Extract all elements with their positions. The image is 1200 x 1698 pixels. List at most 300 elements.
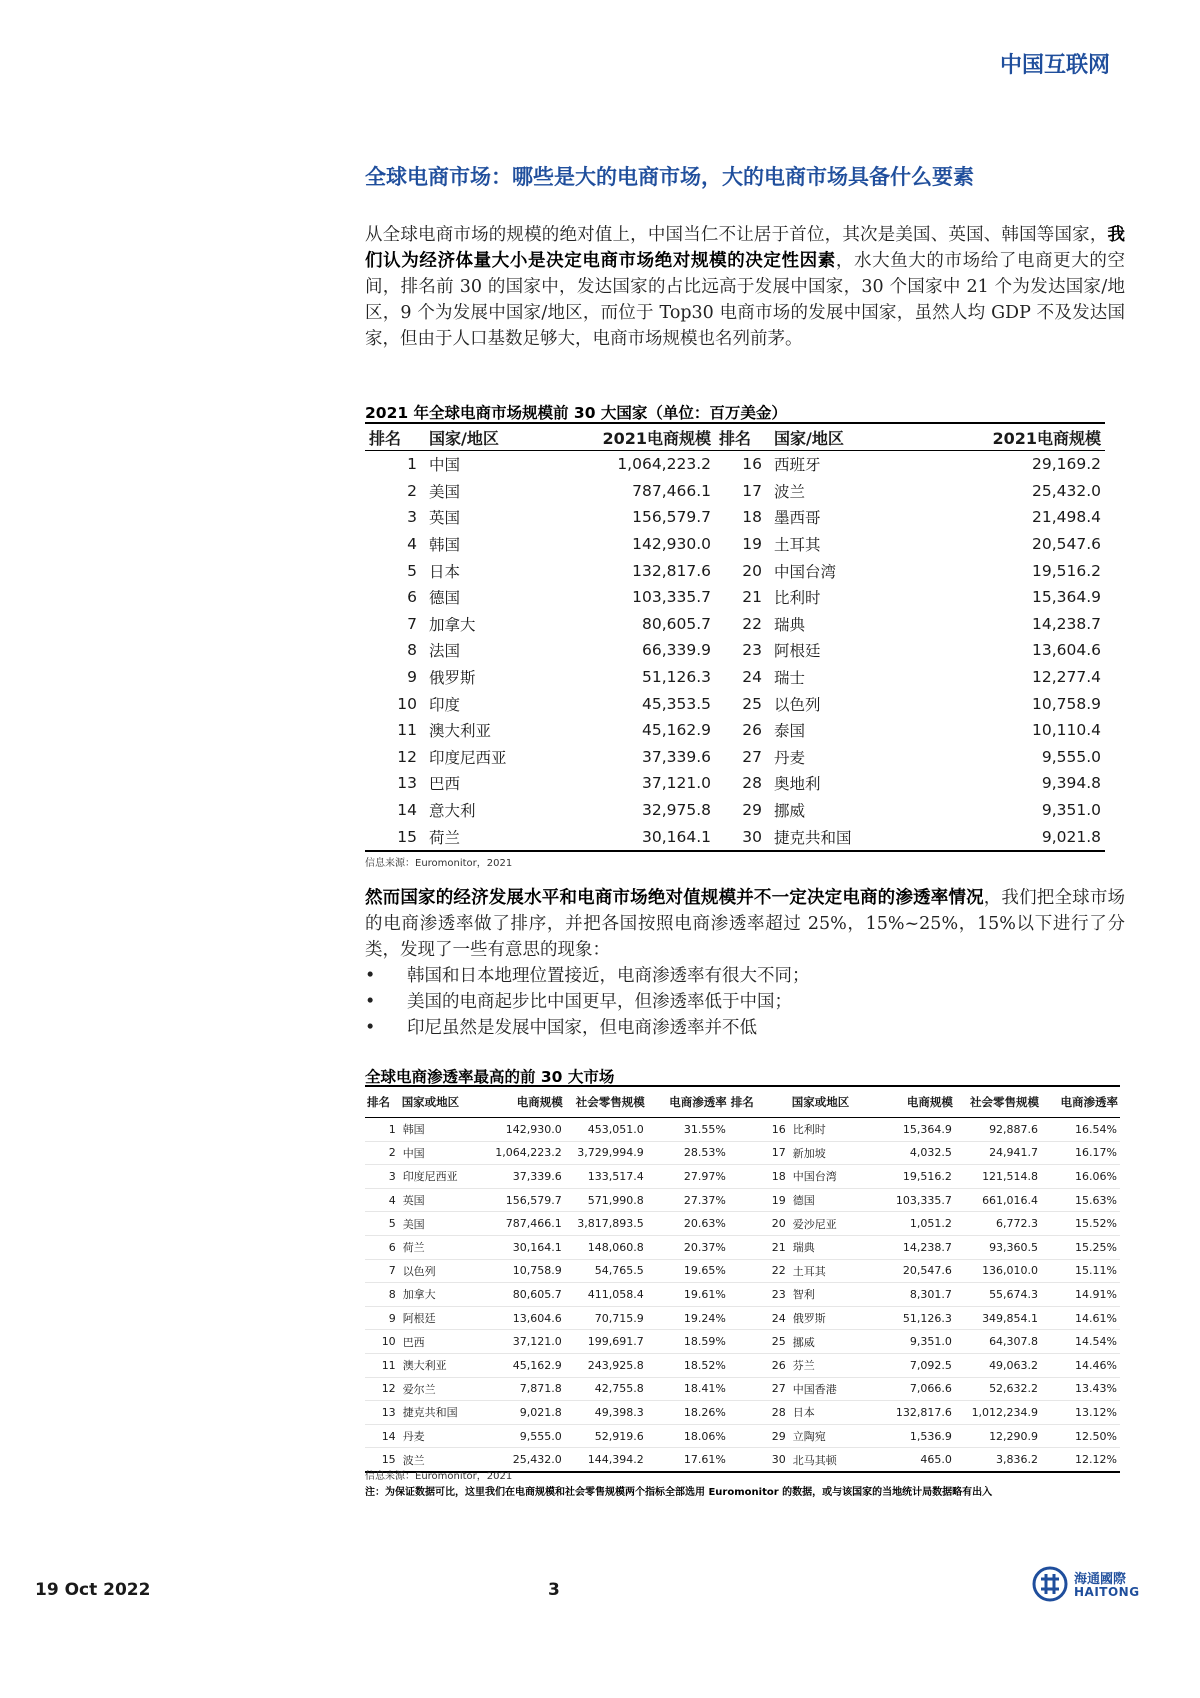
para2-text: ，我们把全球市场的电商渗透率做了排序，并把各国按照电商渗透率超过 25%，15%~25%，15%以下进行了分类，发现了一些有意思的现象： xyxy=(365,888,1125,960)
table1-cell: 10,758.9 xyxy=(1031,694,1101,713)
table2-cell: 64,307.8 xyxy=(955,1330,1041,1354)
table2-cell: 132,817.6 xyxy=(871,1401,955,1425)
table1-row xyxy=(365,557,1105,584)
table1-cell: 俄罗斯 xyxy=(429,669,476,688)
table1-cell: 英国 xyxy=(429,509,461,528)
table2-cell: 12.12% xyxy=(1041,1448,1120,1472)
table2-header-cell: 电商渗透率 xyxy=(1041,1086,1120,1118)
table2-cell: 45,162.9 xyxy=(481,1353,565,1377)
table1-cell: 墨西哥 xyxy=(774,509,821,528)
table2-cell: 中国 xyxy=(400,1141,481,1165)
table2-cell: 18.26% xyxy=(647,1401,729,1425)
table2-cell: 30,164.1 xyxy=(481,1235,565,1259)
table1-cell: 45,162.9 xyxy=(641,721,711,740)
table2-cell: 中国香港 xyxy=(790,1377,871,1401)
table2-cell: 俄罗斯 xyxy=(790,1306,871,1330)
table1-cell: 丹麦 xyxy=(774,748,806,767)
table1-cell: 3 xyxy=(407,508,417,527)
table2-cell: 19.65% xyxy=(647,1259,729,1283)
table2-cell: 1,051.2 xyxy=(871,1212,955,1236)
table1-cell: 德国 xyxy=(429,589,461,608)
table2-header-cell: 电商渗透率 xyxy=(647,1086,729,1118)
header-brand: 中国互联网 xyxy=(999,53,1110,78)
table2-cell: 22 xyxy=(729,1259,790,1283)
table2-header-cell: 电商规模 xyxy=(481,1086,565,1118)
table2-cell: 9,351.0 xyxy=(871,1330,955,1354)
table2-cell: 21 xyxy=(729,1235,790,1259)
bullet-item: • 印尼虽然是发展中国家，但电商渗透率并不低 xyxy=(365,1015,1125,1041)
table2-cell: 16.54% xyxy=(1041,1118,1120,1142)
logo-text-en: HAITONG xyxy=(1074,1585,1140,1599)
table1-cell: 9,021.8 xyxy=(1041,827,1101,846)
table2-header-row xyxy=(365,1086,1120,1118)
table2-cell: 印度尼西亚 xyxy=(400,1165,481,1189)
table1-header-cell: 排名 xyxy=(715,423,770,451)
table2-cell: 巴西 xyxy=(400,1330,481,1354)
table2-cell: 12 xyxy=(365,1377,400,1401)
table2-cell: 10,758.9 xyxy=(481,1259,565,1283)
table2-cell: 14.91% xyxy=(1041,1283,1120,1307)
table2-cell: 30 xyxy=(729,1448,790,1472)
table2-cell: 德国 xyxy=(790,1188,871,1212)
table1-cell: 捷克共和国 xyxy=(774,828,852,847)
table2-cell: 49,063.2 xyxy=(955,1353,1041,1377)
table2-cell: 19 xyxy=(729,1188,790,1212)
paragraph-penetration xyxy=(365,885,1125,963)
table2-row xyxy=(365,1401,1120,1425)
table2-cell: 465.0 xyxy=(871,1448,955,1472)
table2-cell: 1,012,234.9 xyxy=(955,1401,1041,1425)
table1-cell: 加拿大 xyxy=(429,615,476,634)
table1-cell: 奥地利 xyxy=(774,775,821,794)
table1-header-row xyxy=(365,423,1105,451)
table2-row xyxy=(365,1259,1120,1283)
table1-cell: 30,164.1 xyxy=(641,827,711,846)
table1-cell: 37,121.0 xyxy=(641,774,711,793)
footer-date: 19 Oct 2022 xyxy=(35,1580,151,1600)
table1-cell: 8 xyxy=(407,641,417,660)
table2-cell: 11 xyxy=(365,1353,400,1377)
table2-cell: 立陶宛 xyxy=(790,1424,871,1448)
table1-cell: 中国 xyxy=(429,456,461,475)
table1-cell: 15,364.9 xyxy=(1031,588,1101,607)
table2-cell: 瑞典 xyxy=(790,1235,871,1259)
table2-cell: 13,604.6 xyxy=(481,1306,565,1330)
table2-cell: 18.59% xyxy=(647,1330,729,1354)
table1-cell: 29,169.2 xyxy=(1031,455,1101,474)
table1-cell: 阿根廷 xyxy=(774,642,821,661)
table1-cell: 6 xyxy=(407,588,417,607)
table1-cell: 1 xyxy=(407,455,417,474)
table2-cell: 以色列 xyxy=(400,1259,481,1283)
table1-row xyxy=(365,611,1105,638)
table2-cell: 453,051.0 xyxy=(565,1118,647,1142)
table1-cell: 波兰 xyxy=(774,482,806,501)
table1-header-cell: 国家/地区 xyxy=(770,423,920,451)
table1-cell: 2 xyxy=(407,481,417,500)
table2-source: 信息来源：Euromonitor，2021 xyxy=(365,1471,513,1482)
table2-row xyxy=(365,1283,1120,1307)
bullet-item: • 美国的电商起步比中国更早，但渗透率低于中国； xyxy=(365,989,1125,1015)
table2-cell: 23 xyxy=(729,1283,790,1307)
table1-cell: 美国 xyxy=(429,482,461,501)
table1-row xyxy=(365,584,1105,611)
table1-header-cell: 国家/地区 xyxy=(425,423,575,451)
table2-header-cell: 国家或地区 xyxy=(400,1086,481,1118)
table2-cell: 3,836.2 xyxy=(955,1448,1041,1472)
table1-cell: 20 xyxy=(742,561,762,580)
table2-cell: 9 xyxy=(365,1306,400,1330)
table1-cell: 澳大利亚 xyxy=(429,722,492,741)
table1-cell: 4 xyxy=(407,535,417,554)
table2-cell: 4 xyxy=(365,1188,400,1212)
table2-cell: 243,925.8 xyxy=(565,1353,647,1377)
table2-cell: 15.63% xyxy=(1041,1188,1120,1212)
table1-header-cell: 2021电商规模 xyxy=(575,423,715,451)
section-title: 全球电商市场：哪些是大的电商市场，大的电商市场具备什么要素 xyxy=(365,164,974,189)
table1-cell: 比利时 xyxy=(774,589,821,608)
table2-cell: 15.25% xyxy=(1041,1235,1120,1259)
table1-row xyxy=(365,664,1105,691)
haitong-logo xyxy=(1032,1566,1140,1606)
bullet-item: • 韩国和日本地理位置接近，电商渗透率有很大不同； xyxy=(365,963,1125,989)
table2-cell: 16.17% xyxy=(1041,1141,1120,1165)
table2-cell: 智利 xyxy=(790,1283,871,1307)
table2-cell: 14.46% xyxy=(1041,1353,1120,1377)
table1-cell: 12,277.4 xyxy=(1031,668,1101,687)
table2-cell: 15 xyxy=(365,1448,400,1472)
table2-cell: 103,335.7 xyxy=(871,1188,955,1212)
table2-cell: 10 xyxy=(365,1330,400,1354)
table2-cell: 7,871.8 xyxy=(481,1377,565,1401)
table1-cell: 15 xyxy=(397,827,417,846)
table2-cell: 14.54% xyxy=(1041,1330,1120,1354)
table1-cell: 法国 xyxy=(429,642,461,661)
table1-row xyxy=(365,637,1105,664)
table1-cell: 19,516.2 xyxy=(1031,561,1101,580)
table1-cell: 18 xyxy=(742,508,762,527)
table1-cell: 14,238.7 xyxy=(1031,614,1101,633)
table2-cell: 爱尔兰 xyxy=(400,1377,481,1401)
table1-cell: 12 xyxy=(397,747,417,766)
table2-cell: 13.43% xyxy=(1041,1377,1120,1401)
table1-cell: 1,064,223.2 xyxy=(617,455,711,474)
table1-cell: 24 xyxy=(742,668,762,687)
table2-cell: 661,016.4 xyxy=(955,1188,1041,1212)
table2-cell: 156,579.7 xyxy=(481,1188,565,1212)
table2-cell: 18 xyxy=(729,1165,790,1189)
table2-cell: 16 xyxy=(729,1118,790,1142)
table2-cell: 136,010.0 xyxy=(955,1259,1041,1283)
para1-text-1: 从全球电商市场的规模的绝对值上，中国当仁不让居于首位，其次是美国、英国、韩国等国家， xyxy=(365,225,1108,245)
table2-cell: 70,715.9 xyxy=(565,1306,647,1330)
table2-cell: 13.12% xyxy=(1041,1401,1120,1425)
para2-bold: 然而国家的经济发展水平和电商市场绝对值规模并不一定决定电商的渗透率情况 xyxy=(365,888,984,908)
table2-cell: 新加坡 xyxy=(790,1141,871,1165)
table2-cell: 1,064,223.2 xyxy=(481,1141,565,1165)
table2-header-cell: 国家或地区 xyxy=(790,1086,871,1118)
table1-row xyxy=(365,451,1105,478)
logo-text-cn: 海通國際 xyxy=(1074,1572,1127,1587)
table1-cell: 印度尼西亚 xyxy=(429,748,507,767)
table2-row xyxy=(365,1330,1120,1354)
table2-cell: 27 xyxy=(729,1377,790,1401)
table2-cell: 英国 xyxy=(400,1188,481,1212)
table2-cell: 8 xyxy=(365,1283,400,1307)
table1-header-cell: 2021电商规模 xyxy=(920,423,1105,451)
table2-cell: 52,919.6 xyxy=(565,1424,647,1448)
table2-cell: 51,126.3 xyxy=(871,1306,955,1330)
table2-header-cell: 社会零售规模 xyxy=(565,1086,647,1118)
table2-cell: 54,765.5 xyxy=(565,1259,647,1283)
table2-cell: 6 xyxy=(365,1235,400,1259)
table1-cell: 32,975.8 xyxy=(641,801,711,820)
table2-cell: 26 xyxy=(729,1353,790,1377)
table1-cell: 37,339.6 xyxy=(641,747,711,766)
table2-cell: 6,772.3 xyxy=(955,1212,1041,1236)
table2-cell: 28 xyxy=(729,1401,790,1425)
table2-cell: 49,398.3 xyxy=(565,1401,647,1425)
table-top30-market-size xyxy=(365,422,1105,852)
table1-cell: 泰国 xyxy=(774,722,806,741)
table2-cell: 日本 xyxy=(790,1401,871,1425)
table1-row xyxy=(365,823,1105,851)
table2-row xyxy=(365,1353,1120,1377)
table1-source: 信息来源：Euromonitor，2021 xyxy=(365,858,513,869)
table1-cell: 28 xyxy=(742,774,762,793)
table1-row xyxy=(365,504,1105,531)
table2-cell: 挪威 xyxy=(790,1330,871,1354)
table1-cell: 10 xyxy=(397,694,417,713)
table1-cell: 66,339.9 xyxy=(641,641,711,660)
paragraph-intro xyxy=(365,222,1125,352)
table1-cell: 中国台湾 xyxy=(774,562,837,581)
table2-cell: 199,691.7 xyxy=(565,1330,647,1354)
table1-cell: 17 xyxy=(742,481,762,500)
table1-cell: 韩国 xyxy=(429,536,461,555)
table2-row xyxy=(365,1188,1120,1212)
table2-cell: 3,729,994.9 xyxy=(565,1141,647,1165)
table2-cell: 18.52% xyxy=(647,1353,729,1377)
table2-cell: 24 xyxy=(729,1306,790,1330)
table2-cell: 3 xyxy=(365,1165,400,1189)
table2-cell: 荷兰 xyxy=(400,1235,481,1259)
table1-cell: 7 xyxy=(407,614,417,633)
table2-cell: 92,887.6 xyxy=(955,1118,1041,1142)
table2-cell: 7 xyxy=(365,1259,400,1283)
table2-cell: 5 xyxy=(365,1212,400,1236)
table1-cell: 45,353.5 xyxy=(641,694,711,713)
table2-cell: 20.37% xyxy=(647,1235,729,1259)
para1-text-2: ，水大鱼大的市场给了电商更大的空间，排名前 30 的国家中，发达国家的占比远高于发展中国家，30 个国家中 21 个为发达国家/地区，9 个为发展中国家/地区，而位于 Top30 电商市场的发展中国家，虽然人均 GDP 不及发达国家，但由于人口基数足够大，电商市场规模也名列前茅。 xyxy=(365,251,1126,349)
table1-cell: 51,126.3 xyxy=(641,668,711,687)
table1-cell: 9,351.0 xyxy=(1041,801,1101,820)
table1-cell: 27 xyxy=(742,747,762,766)
table2-cell: 爱沙尼亚 xyxy=(790,1212,871,1236)
table2-row xyxy=(365,1377,1120,1401)
table2-cell: 20 xyxy=(729,1212,790,1236)
table2-row xyxy=(365,1235,1120,1259)
table2-cell: 13 xyxy=(365,1401,400,1425)
table2-cell: 42,755.8 xyxy=(565,1377,647,1401)
table1-cell: 23 xyxy=(742,641,762,660)
table2-cell: 14,238.7 xyxy=(871,1235,955,1259)
table2-cell: 787,466.1 xyxy=(481,1212,565,1236)
table-top30-penetration xyxy=(365,1085,1120,1473)
table1-cell: 80,605.7 xyxy=(641,614,711,633)
table2-caption: 全球电商渗透率最高的前 30 大市场 xyxy=(365,1068,615,1086)
table2-cell: 澳大利亚 xyxy=(400,1353,481,1377)
table1-cell: 30 xyxy=(742,827,762,846)
table1-cell: 9 xyxy=(407,668,417,687)
table2-cell: 18.06% xyxy=(647,1424,729,1448)
table1-cell: 787,466.1 xyxy=(632,481,711,500)
table2-cell: 17.61% xyxy=(647,1448,729,1472)
table2-cell: 148,060.8 xyxy=(565,1235,647,1259)
table2-cell: 20,547.6 xyxy=(871,1259,955,1283)
table2-cell: 37,339.6 xyxy=(481,1165,565,1189)
table1-cell: 25,432.0 xyxy=(1031,481,1101,500)
table1-cell: 巴西 xyxy=(429,775,461,794)
table1-row xyxy=(365,478,1105,505)
table2-cell: 韩国 xyxy=(400,1118,481,1142)
table2-cell: 丹麦 xyxy=(400,1424,481,1448)
haitong-logo-icon xyxy=(1032,1566,1068,1602)
table2-cell: 31.55% xyxy=(647,1118,729,1142)
table1-cell: 5 xyxy=(407,561,417,580)
table2-cell: 北马其顿 xyxy=(790,1448,871,1472)
table1-cell: 103,335.7 xyxy=(632,588,711,607)
table2-cell: 27.97% xyxy=(647,1165,729,1189)
table1-cell: 日本 xyxy=(429,562,461,581)
table2-cell: 37,121.0 xyxy=(481,1330,565,1354)
table1-row xyxy=(365,770,1105,797)
page-number: 3 xyxy=(548,1580,560,1600)
table2-cell: 9,021.8 xyxy=(481,1401,565,1425)
table2-cell: 7,092.5 xyxy=(871,1353,955,1377)
table2-cell: 土耳其 xyxy=(790,1259,871,1283)
table1-cell: 29 xyxy=(742,801,762,820)
table2-cell: 142,930.0 xyxy=(481,1118,565,1142)
table1-row xyxy=(365,744,1105,771)
table1-row xyxy=(365,531,1105,558)
table2-cell: 133,517.4 xyxy=(565,1165,647,1189)
table2-cell: 捷克共和国 xyxy=(400,1401,481,1425)
table2-cell: 349,854.1 xyxy=(955,1306,1041,1330)
table2-cell: 571,990.8 xyxy=(565,1188,647,1212)
table1-cell: 荷兰 xyxy=(429,828,461,847)
table2-row xyxy=(365,1212,1120,1236)
table2-cell: 93,360.5 xyxy=(955,1235,1041,1259)
table1-cell: 14 xyxy=(397,801,417,820)
table2-cell: 144,394.2 xyxy=(565,1448,647,1472)
table2-cell: 8,301.7 xyxy=(871,1283,955,1307)
table2-row xyxy=(365,1118,1120,1142)
table1-row xyxy=(365,717,1105,744)
table2-cell: 12,290.9 xyxy=(955,1424,1041,1448)
bullet-list xyxy=(365,963,1125,1041)
table2-row xyxy=(365,1165,1120,1189)
table2-cell: 19.61% xyxy=(647,1283,729,1307)
table2-cell: 15.52% xyxy=(1041,1212,1120,1236)
table2-cell: 9,555.0 xyxy=(481,1424,565,1448)
table2-cell: 加拿大 xyxy=(400,1283,481,1307)
table2-cell: 1,536.9 xyxy=(871,1424,955,1448)
table2-cell: 25 xyxy=(729,1330,790,1354)
table2-cell: 28.53% xyxy=(647,1141,729,1165)
table1-cell: 9,555.0 xyxy=(1041,747,1101,766)
table1-cell: 10,110.4 xyxy=(1031,721,1101,740)
table2-row xyxy=(365,1306,1120,1330)
table2-cell: 波兰 xyxy=(400,1448,481,1472)
table1-cell: 132,817.6 xyxy=(632,561,711,580)
table2-cell: 20.63% xyxy=(647,1212,729,1236)
table1-cell: 挪威 xyxy=(774,802,806,821)
table2-cell: 7,066.6 xyxy=(871,1377,955,1401)
table2-cell: 中国台湾 xyxy=(790,1165,871,1189)
table2-cell: 27.37% xyxy=(647,1188,729,1212)
table1-cell: 土耳其 xyxy=(774,536,821,555)
table2-cell: 55,674.3 xyxy=(955,1283,1041,1307)
table2-note: 注：为保证数据可比，这里我们在电商规模和社会零售规模两个指标全部选用 Euromonitor 的数据，或与该国家的当地统计局数据略有出入 xyxy=(365,1487,993,1498)
table2-header-cell: 排名 xyxy=(365,1086,400,1118)
table1-cell: 142,930.0 xyxy=(632,535,711,554)
table1-cell: 156,579.7 xyxy=(632,508,711,527)
table1-row xyxy=(365,797,1105,824)
table2-cell: 19.24% xyxy=(647,1306,729,1330)
table1-cell: 25 xyxy=(742,694,762,713)
table1-cell: 印度 xyxy=(429,695,461,714)
table2-cell: 芬兰 xyxy=(790,1353,871,1377)
table2-cell: 2 xyxy=(365,1141,400,1165)
table2-cell: 17 xyxy=(729,1141,790,1165)
table2-cell: 14.61% xyxy=(1041,1306,1120,1330)
table1-cell: 20,547.6 xyxy=(1031,535,1101,554)
table2-header-cell: 社会零售规模 xyxy=(955,1086,1041,1118)
table2-cell: 15,364.9 xyxy=(871,1118,955,1142)
table2-cell: 121,514.8 xyxy=(955,1165,1041,1189)
table2-cell: 16.06% xyxy=(1041,1165,1120,1189)
table1-cell: 瑞典 xyxy=(774,615,806,634)
para1-bold: 我们认为经济体量大小是决定电商市场绝对规模的决定性因素 xyxy=(365,225,1125,271)
table2-cell: 18.41% xyxy=(647,1377,729,1401)
table2-cell: 80,605.7 xyxy=(481,1283,565,1307)
table1-cell: 13 xyxy=(397,774,417,793)
table1-cell: 9,394.8 xyxy=(1041,774,1101,793)
table2-row xyxy=(365,1424,1120,1448)
table1-cell: 以色列 xyxy=(774,695,821,714)
table1-header-cell: 排名 xyxy=(365,423,425,451)
table2-cell: 比利时 xyxy=(790,1118,871,1142)
table2-cell: 1 xyxy=(365,1118,400,1142)
table1-cell: 意大利 xyxy=(429,802,476,821)
table2-cell: 411,058.4 xyxy=(565,1283,647,1307)
table1-cell: 西班牙 xyxy=(774,456,821,475)
table2-cell: 19,516.2 xyxy=(871,1165,955,1189)
table1-cell: 11 xyxy=(397,721,417,740)
table2-cell: 24,941.7 xyxy=(955,1141,1041,1165)
table1-caption: 2021 年全球电商市场规模前 30 大国家（单位：百万美金） xyxy=(365,404,787,422)
table1-cell: 21,498.4 xyxy=(1031,508,1101,527)
table2-cell: 12.50% xyxy=(1041,1424,1120,1448)
table1-cell: 瑞士 xyxy=(774,669,806,688)
table2-cell: 15.11% xyxy=(1041,1259,1120,1283)
table1-cell: 13,604.6 xyxy=(1031,641,1101,660)
table1-cell: 19 xyxy=(742,535,762,554)
table1-cell: 16 xyxy=(742,455,762,474)
table2-cell: 阿根廷 xyxy=(400,1306,481,1330)
table2-cell: 14 xyxy=(365,1424,400,1448)
